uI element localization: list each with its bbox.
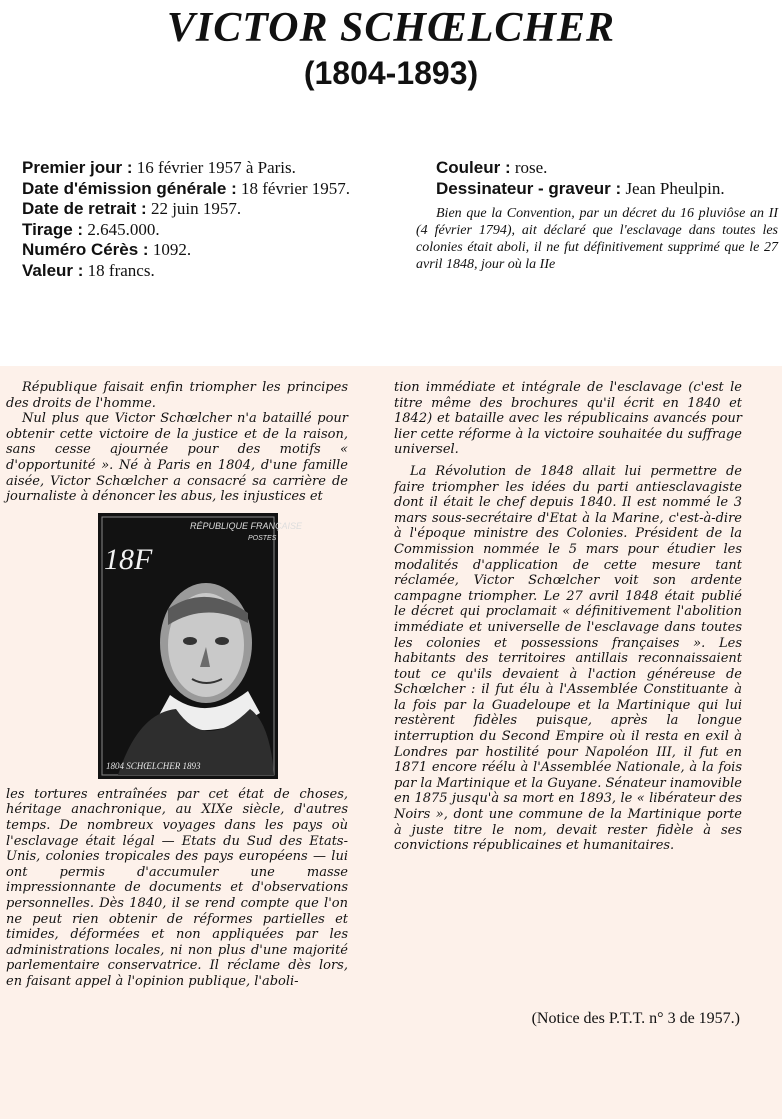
facts-right-block bbox=[416, 158, 778, 273]
fact-label: Tirage : bbox=[22, 219, 84, 239]
fact-value: 22 juin 1957. bbox=[146, 199, 242, 218]
page-title: VICTOR SCHŒLCHER bbox=[166, 5, 616, 51]
fact-label: Date de retrait : bbox=[22, 199, 147, 218]
fact-emission bbox=[2, 179, 364, 200]
fact-value: 18 février 1957. bbox=[236, 178, 351, 198]
fact-value: 16 février 1957 à Paris. bbox=[132, 158, 296, 177]
fact-retrait bbox=[2, 199, 364, 220]
fact-ceres bbox=[2, 240, 364, 261]
fact-couleur bbox=[416, 158, 778, 179]
fact-premier-jour bbox=[2, 158, 364, 179]
paragraph: La Révolution de 1848 allait lui permettre de faire triompher les idées du parti antiesclavagiste dont il était le chef depuis 1840. Il est nommé le 3 mars sous-secrétaire d'Etat à la Marine, c'est-à-dire à l'époque ministre des Colonies. Président de la Commission nommée le 5 mars pour étudier les modalités d'application de cette mesure tant réclamée, Victor Schœlcher voit son ardente campagne triompher. Le 27 avril 1848 était publié le décret qui proclamait « définitivement l'abolition immédiate et universelle de l'esclavage dans toutes les colonies et possessions françaises ». Les habitants des territoires antillais reconnaissaient tout ce qu'ils devaient à l'action généreuse de Schœlcher : il fut élu à l'Assemblée Constituante à la fois par la Guadeloupe et la Martinique qui lui restèrent fidèles puisque, après la longue interruption du Second Empire où il resta en exil à Londres par hostilité pour Napoléon III, il fut en 1871 encore réélu à l'Assemblée Nationale, à la fois par la Martinique et la Guyane. Sénateur inamovible en 1875 jusqu'à sa mort en 1893, le « libérateur des Noirs », dont une commune de la Martinique porte à juste titre le nom, devait rester fidèle à ses convictions républicaines et humanitaires. bbox=[394, 463, 742, 854]
paragraph: République faisait enfin triompher les principes des droits de l'homme. bbox=[6, 380, 348, 411]
fact-value: rose. bbox=[510, 158, 548, 177]
fact-valeur bbox=[2, 261, 364, 282]
article-body bbox=[0, 366, 782, 1119]
fact-label: Numéro Cérès : bbox=[22, 240, 149, 259]
paragraph: les tortures entraînées par cet état de choses, héritage anachronique, au XIXe siècle, d'autres temps. De nombreux voyages dans les pays où l'esclavage était légal — Etats du Sud des Etats-Unis, colonies tropicales des pays européens — lui ont permis d'accumuler une masse impressionnante de documents et d'observations personnelles. Dès 1840, il se rend compte que l'on ne peut rien obtenir de réformes partielles et timides, déformées et non appliquées par les administrations locales, ni non plus d'une majorité parlementaire conservatrice. Il réclame dès lors, en faisant appel à l'opinion publique, l'aboli- bbox=[6, 786, 348, 989]
fact-dessinateur bbox=[416, 179, 778, 200]
paragraph: tion immédiate et intégrale de l'esclavage (c'est le titre même des brochures qu'il écrit en 1840 et 1842) et bataille avec les républicains avancés pour lier cette réforme à la victoire souhaitée du suffrage universel. bbox=[394, 380, 742, 458]
stamp-country: RÉPUBLIQUE FRANÇAISE bbox=[190, 520, 303, 531]
fact-label: Valeur : bbox=[22, 260, 84, 280]
intro-paragraph: Bien que la Convention, par un décret du 16 pluviôse an II (4 février 1794), ait déclaré que l'esclavage dans toutes les colonies était aboli, il ne fut définitivement supprimé que le 27 avril 1848, jour où la IIe bbox=[416, 206, 778, 272]
fact-label: Dessinateur - graveur : bbox=[436, 178, 622, 198]
stamp-portrait bbox=[98, 513, 303, 779]
facts-left-block bbox=[2, 158, 364, 281]
article-column-left bbox=[6, 380, 348, 989]
stamp-image bbox=[98, 513, 303, 779]
fact-tirage bbox=[2, 220, 364, 241]
fact-value: Jean Pheulpin. bbox=[621, 178, 725, 198]
article-column-right bbox=[394, 380, 742, 854]
stamp-value: 18F bbox=[104, 542, 153, 576]
fact-value: 2.645.000. bbox=[83, 219, 160, 239]
notice-reference: (Notice des P.T.T. n° 3 de 1957.) bbox=[531, 1010, 740, 1027]
stamp-postes: POSTES bbox=[248, 534, 277, 542]
paragraph: Nul plus que Victor Schœlcher n'a bataillé pour obtenir cette victoire de la justice et de la raison, sans cesse ajournée pour des motifs « d'opportunité ». Né à Paris en 1804, d'une famille aisée, Victor Schœlcher a consacré sa carrière de journaliste à dénoncer les abus, les injustices et bbox=[6, 411, 348, 505]
stamp-caption: 1804 SCHŒLCHER 1893 bbox=[106, 760, 201, 771]
fact-value: 18 francs. bbox=[83, 260, 155, 280]
fact-label: Date d'émission générale : bbox=[22, 178, 237, 198]
fact-label: Couleur : bbox=[436, 158, 511, 177]
fact-value: 1092. bbox=[148, 240, 192, 259]
fact-label: Premier jour : bbox=[22, 158, 133, 177]
page-subtitle-years: (1804-1893) bbox=[303, 55, 479, 91]
